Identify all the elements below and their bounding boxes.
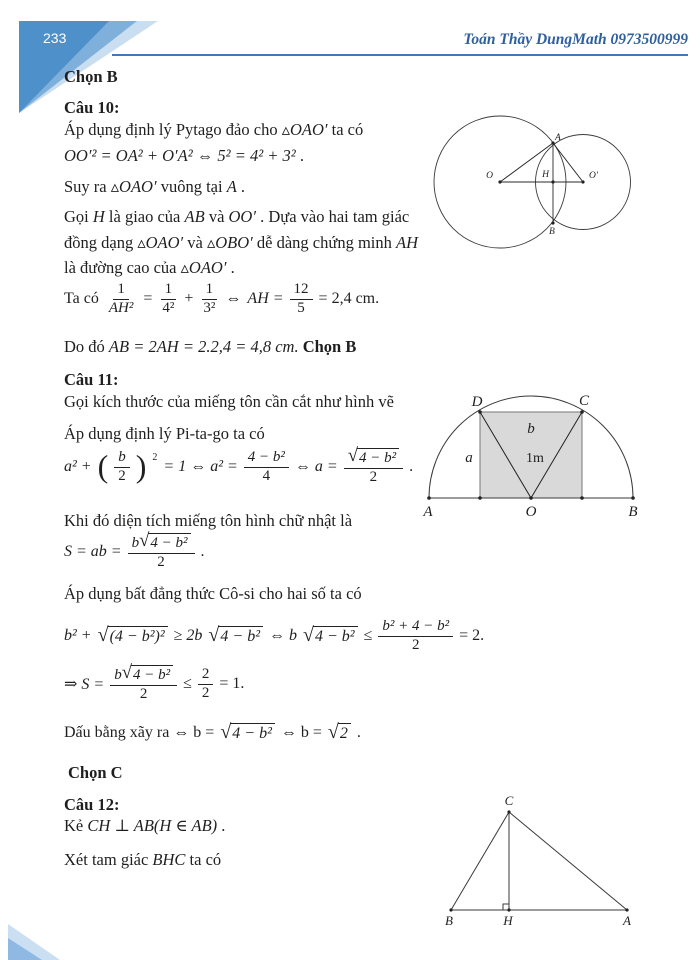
label-A: A: [423, 504, 433, 520]
point-O: [498, 180, 501, 183]
fraction: $\frac{1}{\text{3²}}$: [203, 281, 216, 316]
label-O: O: [525, 504, 537, 520]
point-D: [478, 410, 482, 414]
point-rect-left: [478, 496, 482, 500]
point-A: [625, 908, 628, 911]
point-C: [580, 410, 584, 414]
formula-text: b² +: [64, 627, 92, 644]
square-root: √ 4 − b²: [348, 448, 399, 467]
formula-text: Ta có: [64, 290, 99, 307]
q10-line-3: Gọi H là giao của AB và OO′ . Dựa vào hai tam giác: [64, 207, 410, 226]
formula-text: a² +: [64, 458, 92, 475]
formula-text: = 2,4 cm.: [318, 290, 380, 307]
label-D: D: [471, 394, 483, 410]
label-H: H: [503, 913, 513, 928]
point-O: [529, 496, 533, 500]
square-root: √ (4 − b²)²: [98, 626, 168, 646]
segment-CA: [509, 812, 627, 910]
label-radius-1m: 1m: [526, 451, 544, 466]
q11-line-3: Khi đó diện tích miếng tôn hình chữ nhật là: [64, 511, 353, 530]
header-divider: [112, 54, 688, 56]
point-C: [507, 810, 510, 813]
radical-sign: √: [220, 721, 232, 743]
q11-formula-pythagoras: a² + ( $\frac{b}{2}$ ) 2 = 1 ⇔ a² = $\frac{\text{4 − b²}}{4}$ ⇔ a = √ 4 − b² 2 .: [64, 445, 414, 485]
question-11-label: Câu 11:: [64, 370, 119, 389]
plus-sign: +: [184, 290, 194, 307]
radical-sign: √: [327, 721, 339, 743]
point-rect-right: [580, 496, 584, 500]
formula-text: ⇔ b: [268, 627, 297, 644]
q11-formula-area: [64, 530, 205, 571]
radical-sign: √: [139, 530, 150, 552]
header-brand: Toán Thầy DungMath 0973500999: [463, 31, 688, 48]
point-B: [449, 908, 452, 911]
q10-line-4: đồng dạng ▵OAO′ và ▵OBO′ dễ dàng chứng minh AH: [64, 233, 418, 252]
q10-line-2: Suy ra ▵OAO′ vuông tại A .: [64, 177, 246, 196]
radical-sign: √: [97, 624, 109, 646]
label-b: b: [527, 421, 535, 437]
q11-formula-cauchy: [64, 616, 484, 656]
square-root: √ 4 − b²: [139, 533, 190, 552]
fraction: $\frac{1}{\text{4²}}$: [162, 281, 175, 316]
square-root: √ 4 − b²: [122, 665, 173, 684]
formula-text: S = ab =: [64, 543, 122, 560]
label-O: O: [486, 171, 493, 181]
q12-line-1: Kẻ CH ⊥ AB(H ∈ AB) .: [64, 816, 226, 835]
formula-text: .: [200, 543, 205, 560]
point-A: [427, 496, 431, 500]
point-H: [551, 180, 554, 183]
q11-line-1: Gọi kích thước của miếng tôn cần cắt như hình vẽ: [64, 392, 394, 411]
leq-sign: ≤: [183, 675, 192, 692]
formula-text: = 1 ⇔ a² =: [163, 458, 238, 475]
label-B: B: [628, 504, 638, 520]
fraction: $\frac{1}{\text{AH²}}$: [108, 281, 134, 316]
label-C: C: [578, 393, 590, 409]
label-B: B: [445, 913, 453, 928]
q10-formula-altitude: [64, 281, 379, 317]
fraction: $\frac{2}{2}$: [198, 666, 214, 702]
radical-sign: √: [121, 662, 132, 684]
iff-sign: ⇔: [225, 290, 242, 307]
square-root: √ 4 − b²: [220, 723, 275, 743]
label-a: a: [465, 450, 473, 466]
fraction: b √ 4 − b² 2: [110, 665, 177, 703]
fraction: $\frac{12}{5}$: [290, 281, 313, 317]
formula-text: AH =: [247, 290, 284, 307]
answer-choice-b-top: Chọn B: [64, 67, 118, 86]
q10-formula-pythagoras: OO′² = OA² + O′A² ⇔ 5² = 4² + 3² .: [64, 146, 305, 165]
point-B: [551, 221, 554, 224]
formula-text: ⇔ a =: [294, 458, 338, 475]
fraction: $\frac{\text{4 − b²}}{4}$: [244, 449, 289, 485]
square-root: √ 4 − b²: [303, 626, 358, 646]
label-A: A: [623, 913, 631, 928]
radical-sign: √: [208, 624, 220, 646]
fraction: b √ 4 − b² 2: [128, 533, 195, 571]
formula-text: .: [409, 458, 414, 475]
formula-text: .: [356, 724, 361, 741]
answer-choice-c: Chọn C: [68, 763, 123, 782]
q11-line-4: Áp dụng bất đẳng thức Cô-si cho hai số ta có: [64, 584, 362, 603]
point-B: [631, 496, 635, 500]
segment-BC: [451, 812, 509, 910]
fraction: $\frac{\text{b² + 4 − b²}}{2}$: [378, 618, 453, 654]
formula-text: ≥ 2b: [173, 627, 203, 644]
formula-text: = 2.: [459, 627, 485, 644]
point-H: [507, 908, 510, 911]
radical-sign: √: [302, 624, 314, 646]
page-number: 233: [43, 30, 67, 46]
figure-two-circles: [428, 112, 686, 254]
label-C: C: [504, 793, 514, 808]
label-H: H: [542, 170, 549, 180]
q12-line-2: Xét tam giác BHC ta có: [64, 850, 222, 869]
question-10-label: Câu 10:: [64, 98, 120, 117]
square-root: √ 2: [328, 723, 351, 743]
formula-text: ⇒ S =: [64, 676, 105, 693]
square-root: √ 4 − b²: [208, 626, 263, 646]
radical-sign: √: [347, 445, 359, 467]
formula-text: Dấu bằng xãy ra ⇔ b =: [64, 724, 215, 741]
q10-conclusion: Do đó AB = 2AH = 2.2,4 = 4,8 cm. Chọn B: [64, 337, 357, 356]
point-O-prime: [581, 180, 584, 183]
formula-text: ⇔ b =: [280, 724, 322, 741]
q11-equality-condition: [64, 720, 361, 746]
label-O-prime: O′: [589, 171, 598, 181]
label-B: B: [549, 227, 555, 237]
leq-sign: ≤: [363, 627, 373, 644]
fraction: √ 4 − b² 2: [344, 448, 403, 486]
segment-AO-prime: [553, 143, 583, 182]
figure-semicircle-rectangle: [418, 388, 652, 522]
formula-text: = 1.: [219, 675, 245, 692]
figure-triangle-altitude: [440, 792, 640, 928]
q11-formula-s-bound: [64, 664, 244, 704]
q10-line-1: Áp dụng định lý Pytago đảo cho ▵OAO′ ta có: [64, 120, 364, 139]
question-12-label: Câu 12:: [64, 795, 120, 814]
fraction: $\frac{b}{2}$: [114, 449, 130, 485]
exponent: 2: [152, 451, 158, 463]
equals-sign: =: [143, 290, 153, 307]
q11-line-2: Áp dụng định lý Pi-ta-go ta có: [64, 424, 265, 443]
q10-line-5: là đường cao của ▵OAO′ .: [64, 258, 235, 277]
label-A: A: [555, 133, 561, 143]
